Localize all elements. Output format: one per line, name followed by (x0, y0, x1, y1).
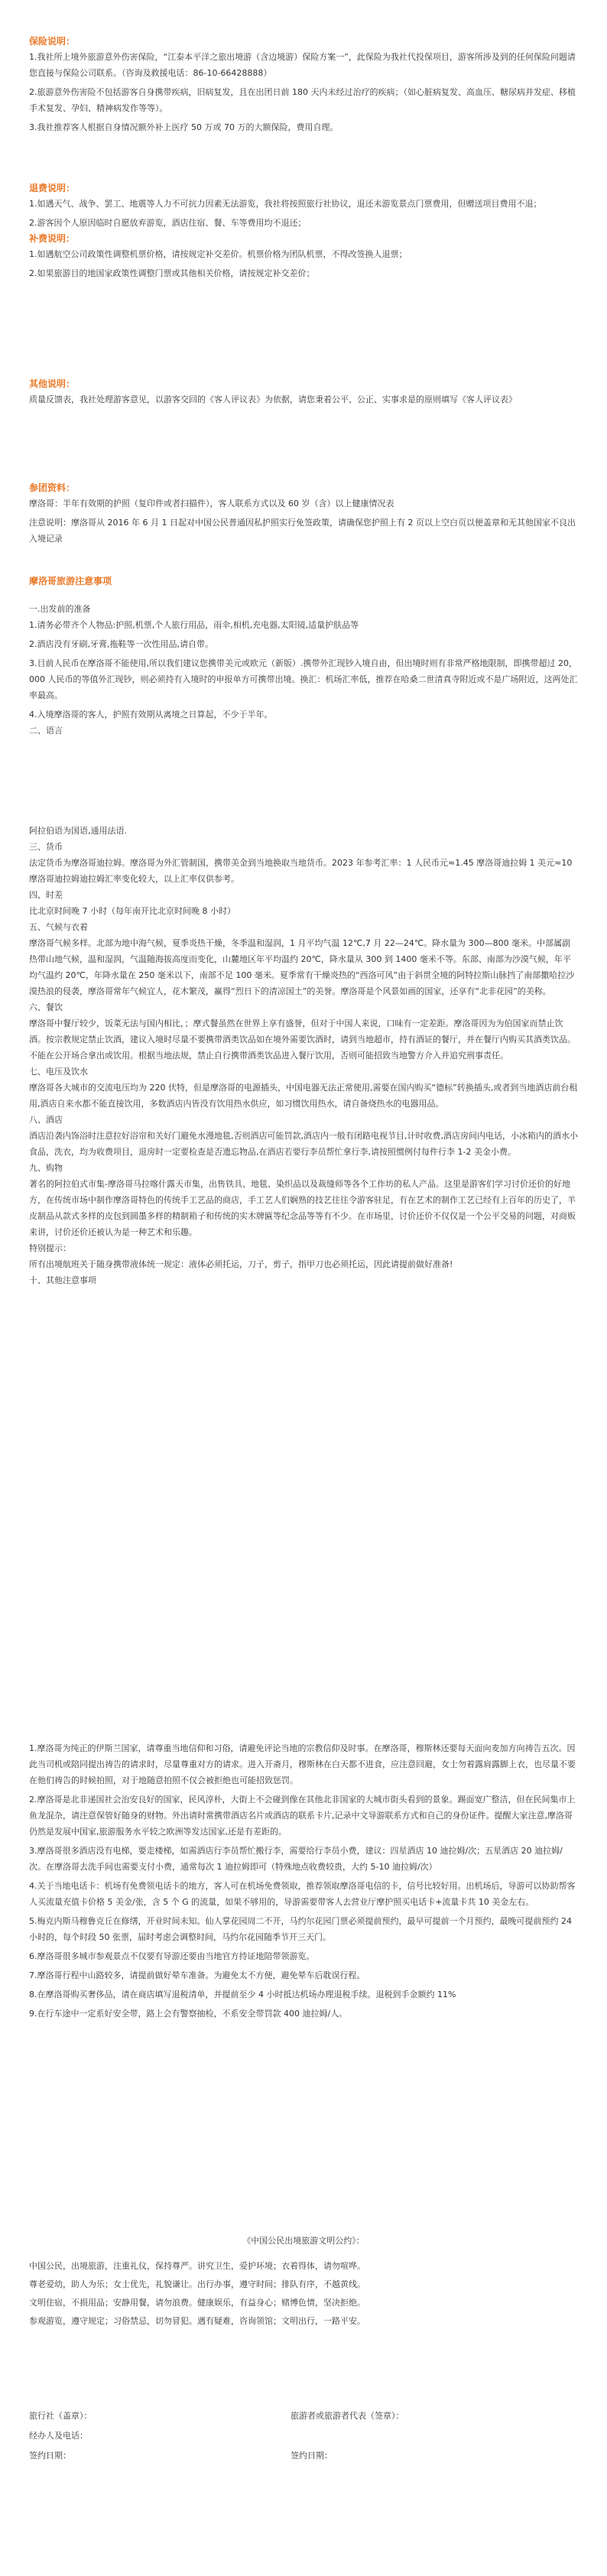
note-item: 5.梅克内斯马穆鲁克丘在修缮，开业时间未知。仙人掌花园周二不开，马约尔花园门票必须提前预约，最早可提前一个月预约，最晚可提前预约 24 小时的，每个时段 50 张票，届时考虑会调整时间，马约尔花园随季节开三天门。 (29, 1916, 572, 1942)
convention-title: 《中国公民出境旅游文明公约》： (242, 2236, 365, 2246)
agency-seal-label: 旅行社（盖章）： (29, 2411, 93, 2421)
power-text: 摩洛哥各大城市的交流电压均为 220 伏特，但是摩洛哥的电源插头，中国电器无法正常使用,需要在国内购买“德标”转换插头,或者到当地酒店前台租用,酒店自来水都不能直接饮用，多数酒店内皆没有饮用热水供应，如习惯饮用热水，请自备烧热水的电器用品。 (29, 1083, 578, 1109)
tourist-sign-label: 旅游者或旅游者代表（签章）： (291, 2411, 404, 2421)
insurance-item: 3.我社推荐客人根据自身情况额外补上医疗 50 万或 70 万的大额保险，费用自理。 (29, 122, 339, 132)
note-item: 7.摩洛哥行程中山路较多，请提前做好晕车准备。为避免太不方便，避免晕车后耽误行程。 (29, 1970, 365, 1980)
power-title: 七、电压及饮水 (29, 1067, 88, 1077)
currency-text: 法定货币为摩洛哥迪拉姆。摩洛哥为外汇管制国，携带美金到当地换取当地货币。2023 年参考汇率：1 人民币元≈1.45 摩洛哥迪拉姆 1 美元≈10 摩洛哥迪拉姆迪拉姆汇率变化较大，以上汇率仅供参考。 (29, 858, 573, 884)
sign-date-left: 签约日期： (29, 2451, 71, 2461)
materials-item: 注意说明：摩洛哥从 2016 年 6 月 1 日起对中国公民普通因私护照实行免签政策，请确保您护照上有 2 页以上空白页以便盖章和无其他国家不良出入境记录 (29, 518, 576, 544)
note-item: 4.关于当地电话卡：机场有免费领电话卡的地方，客人可在机场免费领取，推荐领取摩洛哥电信的卡，信号比较好用。出机场后，导游可以协助帮客人买流量充值卡价格 5 美金/张，含 5 个 G 的流量，如果不够用的，导游需要带客人去营业厅摩护照买电话卡+流量卡共 10 美金左右。 (29, 1881, 576, 1907)
morocco-section (29, 573, 578, 739)
note-item: 9.在行车途中一定系好安全带，路上会有警察抽检，不系安全带罚款 400 迪拉姆/人。 (29, 2009, 348, 2019)
materials-title: 参团资料： (29, 482, 76, 493)
convention-line: 文明住宿，不损用品；安静用餐，请勿浪费。健康娱乐，有益身心；赌博色情，坚决拒绝。 (29, 2298, 365, 2308)
convention-lines (29, 2257, 578, 2331)
language-text: 阿拉伯语为国语,通用法语. (29, 826, 127, 836)
other-item: 质量反馈表，我社处理游客意见，以游客交回的《客人评议表》为依据，请您秉着公平、公正、实事求是的原则填写《客人评议表》 (29, 395, 517, 404)
prep-item: 1.请务必带齐个人物品:护照,机票,个人旅行用品，雨伞,相机,充电器,太阳镜,适量护肤品等 (29, 620, 359, 630)
note-item: 6.摩洛哥很多城市参观景点不仅要有导游还要由当地官方持证地陪带领游览。 (29, 1951, 315, 1961)
hotel-title: 八、酒店 (29, 1115, 63, 1125)
note-item: 3.摩洛哥很多酒店没有电梯，要走楼梯，如需酒店行李员帮忙搬行李，需要给行李员小费，建议：四星酒店 10 迪拉姆/次；五星酒店 20 迪拉姆/次。在摩洛哥去洗手间也需要支付小费，通常每次 1 迪拉姆即可（特殊地点收费较贵，大约 5-10 迪拉姆/次） (29, 1846, 563, 1872)
shopping-title: 九、购物 (29, 1163, 63, 1173)
convention-line: 参观游览，遵守规定；习俗禁忌，切勿冒犯。遇有疑难，咨询领馆；文明出行，一路平安。 (29, 2316, 365, 2326)
shopping-tip: 所有出境航班关于随身携带液体统一规定：液体必须托运，刀子，剪子，指甲刀也必须托运，因此请提前做好准备! (29, 1259, 453, 1269)
climate-title: 五、气候与衣着 (29, 922, 88, 932)
dining-title: 六、餐饮 (29, 1002, 63, 1012)
convention-line: 尊老爱幼，助人为乐；女士优先，礼貌谦让。出行办事，遵守时间；排队有序，不越黄线。 (29, 2279, 365, 2289)
surcharge-item: 1.如遇航空公司政策性调整机票价格，请按规定补交差价。机票价格为团队机票，不得改签换人退票； (29, 249, 407, 259)
prep-item: 4.入境摩洛哥的客人，护照有效期从离境之日算起，不少于半年。 (29, 710, 273, 720)
convention-line: 中国公民，出境旅游，注重礼仪，保持尊严。讲究卫生，爱护环境；衣着得体，请勿喧哗。 (29, 2261, 365, 2271)
handler-label: 经办人及电话： (29, 2431, 88, 2441)
hotel-text: 酒店沿袭内饰浴时注意拉好浴帘和关好门避免水漫地毯,否则酒店可能罚款,酒店内一般有闭路电视节目,计时收费,酒店房间内电话，小冰箱内的酒水小食品，洗衣，均为收费项目，退房时一定要检查是否遗忘物品,在酒店若要行李员帮忙拿行李,请按照惯例付每件行李 1-2 美金小费。 (29, 1131, 578, 1157)
sign-date-right: 签约日期： (291, 2451, 333, 2461)
other-notes-title: 十、其他注意事项 (29, 1275, 96, 1285)
convention-section (29, 2233, 578, 2249)
insurance-title: 保险说明： (29, 36, 76, 47)
insurance-item: 2.旅游意外伤害险不包括游客自身携带疾病，旧病复发，且在出团日前 180 天内未经过治疗的疾病；（如心脏病复发、高血压、糖尿病并发症、移植手术复发、孕妇、精神病发作等等）。 (29, 87, 576, 113)
prep-title: 一.出发前的准备 (29, 604, 91, 614)
insurance-section (29, 34, 578, 135)
morocco-body (29, 823, 578, 1288)
currency-title: 三、货币 (29, 842, 63, 852)
language-title: 二、语言 (29, 726, 63, 736)
note-item: 2.摩洛哥是北非递国社会治安良好的国家，民风淳朴，大街上不会碰到像在其他北非国家的大城市街头看到的景象。踢面宽广整洁，但在民间集市上鱼龙混杂，请注意保管好随身的财物。外出请时常携带酒店名片或酒店的联系卡片,记录中文导游联系方式和自己的身份证件。提醒大家注意,摩洛哥仍然是发展中国家,旅游服务水平较之欧洲等发达国家,还是有差距的。 (29, 1795, 576, 1837)
time-title: 四、时差 (29, 890, 63, 900)
other-title: 其他说明： (29, 378, 76, 389)
other-section (29, 376, 578, 408)
prep-item: 2.酒店没有牙刷,牙膏,拖鞋等一次性用品,请自带。 (29, 639, 213, 649)
prep-item: 3.目前人民币在摩洛哥不能使用,所以我们建议您携带美元或欧元（新版）.携带外汇现钞入境自由，但出境时则有非常严格地限制，即携带超过 20，000 人民币的等值外汇现钞，则必须持有入境时的申报单方可携带出境。换汇：机场汇率低，推荐在哈桑二世清真寺附近或不是广场附近，这两处汇率最高。 (29, 658, 578, 700)
surcharge-item: 2.如果旅游目的地国家政策性调整门票或其他相关价格，请按规定补交差价； (29, 268, 315, 278)
refund-item: 1.如遇天气、战争、罢工、地震等人力不可抗力因素无法游览，我社将按照旅行社协议，退还未游览景点门票费用，但赠送项目费用不退； (29, 199, 542, 209)
refund-item: 2.游客因个人原因临时自愿放弃游览，酒店住宿、餐、车等费用均不退还； (29, 218, 307, 228)
climate-text: 摩洛哥气候多样。北部为地中海气候，夏季炎热干燥，冬季温和湿润，1 月平均气温 12℃,7 月 22—24℃。降水量为 300—800 毫米。中部属副热带山地气候，温和湿润，气温随海拔高度而变化，山麓地区年平均温约 20℃，降水量从 300 到 1400 毫米不等。东部、南部为沙漠气候，年平均气温约 20℃，年降水量在 250 毫米以下，南部不足 100 毫米。夏季常有干燥炎热的“西洛可风”由于斜贯全境的阿特拉斯山脉挡了南部撒哈拉沙漠热浪的侵袭，摩洛哥常年气候宜人，花木繁茂，赢得“烈日下的清凉国土”的美誉。摩洛哥是个风景如画的国家，还享有“北非花园”的美称。 (29, 938, 575, 996)
insurance-item: 1.我社所上境外旅游意外伤害保险，“江泰本平洋之旅出境游（含边境游）保险方案一”，此保险为我社代投保项目，游客所涉及到的任何保险问题请您直接与保险公司联系。（咨询及救援电话：86-10-66428888） (29, 52, 576, 78)
time-text: 比北京时间晚 7 小时（每年南开比北京时间晚 8 小时） (29, 906, 235, 916)
dining-text: 摩洛哥中餐厅较少，饭菜无法与国内相比，；摩式餐虽然在世界上享有盛誉，但对于中国人来说，口味有一定差距。摩洛哥因为为伯国家而禁止饮酒。按宗教规定禁止饮酒，建议入境时尽量不要携带酒类饮品如在境外需要饮酒时，请到当地超市，持有酒证的餐厅，并在餐厅内购买其酒类饮品。不能在公开场合拿出或饮用。根据当地法规，禁止自行携带酒类饮品进入餐厅饮用，否则可能招致当地警方介入并追究刑事责任。 (29, 1018, 576, 1061)
note-item: 8.在摩洛哥购买奢侈品，请在商店填写退税清单，并提前至少 4 小时抵达机场办理退税手续。退税到手金额约 11% (29, 1990, 456, 1999)
morocco-notes (29, 1740, 578, 2022)
materials-item: 摩洛哥：半年有效期的护照（复印件或者扫描件），客人联系方式以及 60 岁（含）以上健康情况表 (29, 499, 394, 508)
morocco-title: 摩洛哥旅游注意事项 (29, 576, 112, 586)
shopping-text: 著名的阿拉伯式市集-摩洛哥马拉喀什露天市集，出售铁具、地毯、染织品以及裁缝师等各个工作坊的私人产品。这里是游客们学习讨价还价的好地方，在传统市场中制作摩洛哥特色的传统手工艺品的商店，手工艺人们娴熟的技艺往往令游客驻足，有在艺术的制作工艺已经有上百年的历史了，羊皮制品从款式多样的皮包到圆墨多样的精制箱子和传统的实木牌匾等纪念品等等有不少。在市场里，讨价还价不仅仅是一个公平交易的问题，对商贩来讲，讨价还价还被认为是一种艺术和乐趣。 (29, 1179, 576, 1237)
refund-title: 退费说明： (29, 183, 76, 193)
materials-section (29, 480, 578, 547)
shopping-tip-label: 特别提示： (29, 1243, 71, 1253)
note-item: 1.摩洛哥为纯正的伊斯兰国家，请尊重当地信仰和习俗，请避免评论当地的宗教信仰及时事。在摩洛哥，穆斯林还要每天面向麦加方向祷告五次。因此当司机或陪同提出祷告的请求时，尽量尊重对方的请求。进入开斋月，穆斯林在白天都不进食，应注意回避，女士勿着露肩露脚上衣，也尽量不要在他们祷告的时候拍照，对于地随意拍照不仅会被拒绝也可能招致惩罚。 (29, 1743, 576, 1785)
refund-section (29, 180, 578, 281)
surcharge-title: 补费说明： (29, 233, 76, 244)
